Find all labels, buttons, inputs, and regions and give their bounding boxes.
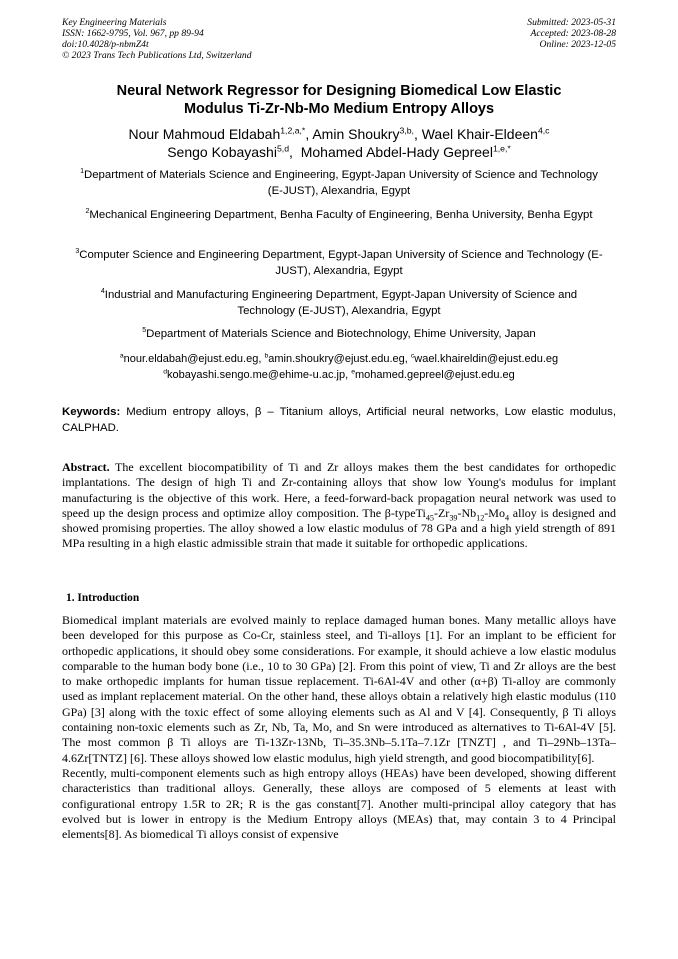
journal-name: Key Engineering Materials bbox=[62, 17, 167, 28]
email-link[interactable]: mohamed.gepreel@ejust.edu.eg bbox=[355, 369, 515, 381]
affiliation-number: 4 bbox=[100, 288, 105, 296]
element: Ti bbox=[415, 505, 426, 520]
affiliation-number: 2 bbox=[85, 208, 90, 216]
affiliation-number: 1 bbox=[80, 168, 84, 176]
title-line-2: Modulus Ti-Zr-Nb-Mo Medium Entropy Alloys bbox=[183, 101, 495, 117]
email-sup: d bbox=[163, 368, 167, 376]
alloy-formula bbox=[415, 505, 510, 523]
author-emails bbox=[62, 351, 616, 383]
affiliation-text: Department of Materials Science and Biotechnology, Ehime University, Japan bbox=[146, 328, 536, 340]
author-name: Mohamed Abdel-Hady Gepreel bbox=[300, 144, 493, 160]
journal-info bbox=[62, 17, 252, 61]
paper-title bbox=[62, 82, 616, 118]
affiliation-4 bbox=[72, 287, 606, 319]
paragraph: Biomedical implant materials are evolved mainly to replace damaged human bones. Many metallic alloys have been developed for this purpose as Co-Cr, stainless steel, and Ti-alloys [1]. For an implant to be efficient for orthopedic applications, it should obey some considerations. For example, it should achieve a low elastic modulus comparable to the human body bone (i.e., 10 to 30 GPa) [2]. From this point of view, Ti and Zr alloys are the best to make orthopedic implants for human tissue replacement. Ti-6Al-4V and other (α+β) Ti-alloy are commonly used as implant replacement material. On the other hand, these alloys obtain a relatively high elastic modulus (110 GPa) [3] along with the toxic effect of some alloying elements such as Al and V [4]. Consequently, β Ti alloys containing non-toxic elements such as Zr, Nb, Ta, Mo, and Sn were introduced as alternatives to Ti-6Al-4V [5]. The most common β Ti alloys are Ti-13Zr-13Nb, Ti–35.3Nb–5.1Ta–7.1Zr [TNZT] , and Ti–29Nb–13Ta–4.6Zr[TNTZ] [6]. These alloys showed low elastic modulus, high yield strength, and good biocompatibility[6]. bbox=[62, 613, 616, 765]
affiliation-number: 3 bbox=[75, 248, 80, 256]
paragraph: Recently, multi-component elements such as high entropy alloys (HEAs) have been developed, showing different characteristics than traditional alloys. Generally, these alloys are composed of 5 elements at least with configurational entropy 1.5R to 2R; R is the gas constant[7]. Another multi-principal alloy category that has evolved but is lower in entropy is the Medium Entropy alloys (MEAs) that, may contain 3 to 4 Principal elements[8]. As biomedical Ti alloys consist of expensive bbox=[62, 765, 616, 842]
keywords-label: Keywords: bbox=[62, 406, 121, 418]
author-sup: 4,c bbox=[537, 125, 550, 136]
email-line-2 bbox=[62, 367, 616, 383]
author-name: Amin Shoukry bbox=[312, 126, 400, 142]
online-date: Online: 2023-12-05 bbox=[539, 39, 616, 50]
email-sup: a bbox=[119, 352, 124, 360]
abstract-text: The excellent biocompatibility of Ti and Zr alloys makes them the best candidates for orthopedic implantations. The design of high Ti and Zr-containing alloys that show low Young's modulus for implant manufacturing is the objective of this work. Here, a feed-forward-back propagation neural network was used to speed up the design process and optimize alloy composition. The β-type bbox=[62, 460, 616, 520]
accepted-date: Accepted: 2023-08-28 bbox=[530, 28, 616, 39]
affiliation-number: 5 bbox=[142, 327, 147, 335]
email-sup: b bbox=[264, 352, 269, 360]
author-line-2: Sengo Kobayashi$^{5,d}$, Mohamed Abdel-Hady Gepreel$^{1,e,*}$ bbox=[167, 143, 511, 160]
email-link[interactable]: wael.khaireldin@ejust.edu.eg bbox=[414, 353, 559, 365]
doi: doi:10.4028/p-nbmZ4t bbox=[62, 39, 149, 50]
affiliation-text: Mechanical Engineering Department, Benha Faculty of Engineering, Benha University, Benha Egypt bbox=[89, 209, 593, 221]
email-link[interactable]: nour.eldabah@ejust.edu.eg, bbox=[123, 353, 262, 365]
abstract-text-cont: alloy is designed and showed promising properties. The alloy showed a low elastic modulus of 78 GPa and a high yield strength of 891 MPa resulting in a high elastic admissible strain that made it suitable for orthopedic applications. bbox=[62, 505, 616, 551]
author-name: Sengo Kobayashi bbox=[167, 144, 277, 160]
author-list bbox=[62, 125, 616, 161]
email-link[interactable]: kobayashi.sengo.me@ehime-u.ac.jp, bbox=[167, 369, 349, 381]
email-sup: e bbox=[351, 368, 356, 376]
submitted-date: Submitted: 2023-05-31 bbox=[527, 17, 616, 28]
author-line-1: Nour Mahmoud Eldabah$^{1,2,a,*}$, Amin Shoukry$^{3,b,}$, Wael Khair-Eldeen$^{4,c}$ bbox=[128, 125, 550, 142]
affiliation-1 bbox=[72, 167, 606, 199]
affiliation-3 bbox=[72, 247, 606, 279]
email-sup: c bbox=[410, 352, 415, 360]
abstract bbox=[62, 460, 616, 552]
keywords bbox=[62, 404, 616, 436]
affiliation-5 bbox=[72, 326, 606, 342]
element: -Zr bbox=[433, 505, 450, 520]
author-name: Wael Khair-Eldeen bbox=[421, 126, 538, 142]
subscript: 12 bbox=[476, 513, 485, 523]
subscript: 39 bbox=[449, 513, 458, 523]
element: -Mo bbox=[484, 505, 505, 520]
affiliation-2 bbox=[72, 207, 606, 223]
title-line-1: Neural Network Regressor for Designing Biomedical Low Elastic bbox=[116, 83, 562, 99]
author-sup: 1,2,a,* bbox=[280, 125, 306, 136]
author-name: Nour Mahmoud Eldabah bbox=[128, 126, 281, 142]
affiliation-text: Computer Science and Engineering Department, Egypt-Japan University of Science and Technology (E-JUST), Alexandria, Egypt bbox=[79, 249, 603, 277]
author-sup: 1,e,* bbox=[492, 143, 511, 154]
element: -Nb bbox=[457, 505, 477, 520]
submission-dates bbox=[527, 17, 616, 50]
introduction-body bbox=[62, 613, 616, 842]
section-heading: 1. Introduction bbox=[66, 592, 140, 604]
author-sup: 3,b, bbox=[399, 125, 414, 136]
author-sup: 5,d bbox=[276, 143, 290, 154]
affiliation-text: Department of Materials Science and Engineering, Egypt-Japan University of Science and Technology (E-JUST), Alexandria, Egypt bbox=[83, 169, 598, 197]
keywords-text: Medium entropy alloys, β – Titanium alloys, Artificial neural networks, Low elastic modulus, CALPHAD. bbox=[62, 406, 616, 434]
subscript: 4 bbox=[504, 513, 510, 523]
abstract-label: Abstract. bbox=[62, 460, 110, 474]
affiliation-text: Industrial and Manufacturing Engineering Department, Egypt-Japan University of Science and Technology (E-JUST), Alexandria, Egypt bbox=[104, 289, 578, 317]
email-link[interactable]: amin.shoukry@ejust.edu.eg, bbox=[268, 353, 408, 365]
email-line-1 bbox=[62, 351, 616, 367]
copyright: © 2023 Trans Tech Publications Ltd, Switzerland bbox=[62, 50, 252, 61]
journal-issn: ISSN: 1662-9795, Vol. 967, pp 89-94 bbox=[62, 28, 204, 39]
subscript: 45 bbox=[425, 513, 434, 523]
